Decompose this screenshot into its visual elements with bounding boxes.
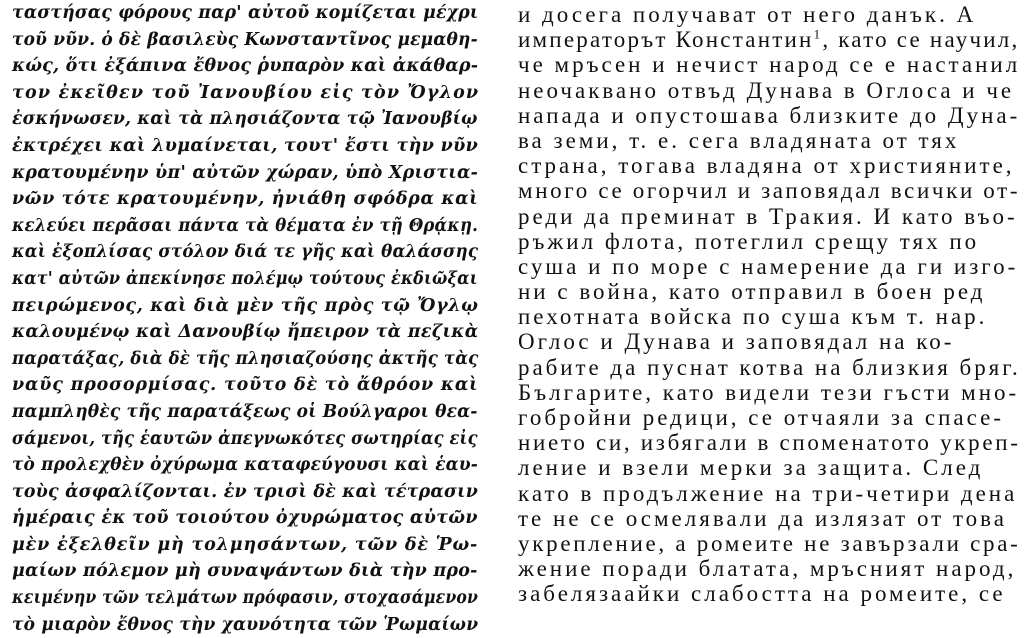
greek-text-line: καὶ ἐξοπλίσας στόλον διά τε γῆς καὶ θαλάσσης [12, 242, 479, 263]
bulgarian-text-line: рабите да пуснат котва на близкия бряг. [518, 354, 1021, 380]
bulgarian-text-line: ни с война, като отправил в боен ред [518, 279, 986, 305]
bulgarian-text-line [518, 27, 1018, 52]
bulgarian-text-line: Българите, като видели тези гъсти мно- [518, 379, 1020, 405]
greek-text-line: ἡμέραις ἐκ τοῦ τοιούτου ὀχυρώματος αὐτῶν [12, 508, 478, 529]
bulgarian-translation-column [518, 2, 1021, 607]
bulgarian-text-line: те не се осмелявали да излязат от това [518, 505, 1007, 531]
greek-text-line: ἐσκήνωσεν, καὶ τὰ πλησιάζοντα τῷ Ἰανουβίῳ [12, 109, 478, 130]
bulgarian-text-line: като в продължение на три-четири дена [518, 480, 1018, 506]
bulgarian-text-line: че мръсен и нечист народ се е настанил [518, 52, 1021, 78]
greek-text-line: κατ' αὐτῶν ἀπεκίνησε πολέμῳ τούτους ἐκδιῶξαι [12, 268, 478, 289]
bulgarian-text-line: жение поради блатата, мръсният народ, [518, 556, 1017, 582]
bulgarian-text-segment: , като се научил, [822, 27, 1020, 53]
greek-text-line: πειρώμενος, καὶ διὰ μὲν τῆς πρὸς τῷ Ὄγλῳ [12, 295, 479, 316]
greek-text-line: μαίων πόλεμον μὴ συναψάντων διὰ τὴν προ- [12, 561, 478, 582]
greek-text-line: τοὺς ἀσφαλίζονται. ἐν τρισὶ δὲ καὶ τέτρασιν [12, 481, 478, 502]
bulgarian-text-line: напада и опустошава близките до Дуна- [518, 102, 1021, 128]
greek-text-line: τον ἐκεῖθεν τοῦ Ἰανουβίου εἰς τὸν Ὄγλον [12, 82, 480, 103]
bulgarian-text-line: и досега получават от него данък. А [518, 2, 977, 27]
bulgarian-text-line: гобройни редици, се отчаяли за спасе- [518, 405, 1004, 430]
greek-text-line: μὲν ἐξελθεῖν μὴ τολμησάντων, τῶν δὲ Ῥω- [12, 534, 479, 555]
greek-text-line: σάμενοι, τῆς ἑαυτῶν ἀπεγνωκότες σωτηρίας εἰς [12, 428, 478, 449]
greek-text-line: τὸ μιαρὸν ἔθνος τὴν χαυνότητα τῶν Ῥωμαίων [12, 614, 479, 635]
greek-text-line: κώς, ὅτι ἐξάπινα ἔθνος ῥυπαρὸν καὶ ἀκάθαρ- [12, 56, 479, 77]
greek-text-line: ταστήσας φόρους παρ' αὐτοῦ κομίζεται μέχρι [12, 3, 479, 23]
bulgarian-text-line: ръжил флота, потеглил срещу тях по [518, 228, 980, 254]
greek-text-line: τοῦ νῦν. ὁ δὲ βασιλεὺς Κωνσταντῖνος μεμαθη- [12, 29, 478, 50]
greek-text-line: παμπληθὲς τῆς παρατάξεως οἱ Βούλγαροι θεα- [12, 401, 478, 422]
bulgarian-text-line: много се огорчил и заповядал всички от- [518, 178, 1021, 204]
greek-text-column [12, 0, 478, 638]
greek-text-line: νῶν τότε κρατουμένην, ἠνιάθη σφόδρα καὶ [12, 189, 479, 210]
bulgarian-text-line: страна, тогава владяна от християните, [518, 153, 1015, 179]
greek-text-line: καλουμένῳ καὶ Δανουβίῳ ἤπειρον τὰ πεζικὰ [12, 322, 479, 343]
bulgarian-text-line: пехотната войска по суша към т. нар. [518, 304, 988, 330]
greek-text-line: παρατάξας, διὰ δὲ τῆς πλησιαζούσης ἀκτῆς τὰς [12, 348, 479, 369]
bulgarian-text-line: ва земи, т. е. сега владяната от тях [518, 127, 960, 153]
footnote-marker: 1 [813, 26, 823, 42]
greek-text-line: ναῦς προσορμίσας. τοῦτο δὲ τὸ ἄθρόον καὶ [12, 375, 479, 396]
bulgarian-text-line: нието си, избягали в споменатото укреп- [518, 430, 1021, 456]
greek-text-line: κρατουμένην ὑπ' αὐτῶν χώραν, ὑπὸ Χριστια- [12, 162, 479, 183]
bulgarian-text-line: суша и по море с намерение да ги изго- [518, 253, 1019, 279]
greek-text-line: κειμένην τῶν τελμάτων πρόφασιν, στοχασάμενον [12, 588, 479, 609]
greek-text-line: ἐκτρέχει καὶ λυμαίνεται, τουτ' ἔστι τὴν νῦν [12, 135, 479, 156]
bulgarian-text-line: реди да преминат в Тракия. И като въо- [518, 203, 1018, 229]
greek-text-line: κελεύει περᾶσαι πάντα τὰ θέματα ἐν τῇ Θρᾴκῃ. [12, 215, 479, 236]
bulgarian-text-line: неочаквано отвъд Дунава в Оглоса и че [518, 77, 1015, 103]
bulgarian-text-segment: императорът Константин [518, 27, 814, 53]
greek-text-line: τὸ προλεχθὲν ὀχύρωμα καταφεύγουσι καὶ ἑαυ- [12, 455, 478, 476]
bulgarian-text-line: укрепление, а ромеите не завързали сра- [518, 530, 1021, 556]
column-gutter [484, 0, 514, 630]
bulgarian-text-line: забелязаайки слабостта на ромеите, се [518, 581, 1006, 607]
bulgarian-text-line: Оглос и Дунава и заповядал на ко- [518, 329, 955, 355]
bulgarian-text-line: ление и взели мерки за защита. След [518, 455, 984, 481]
